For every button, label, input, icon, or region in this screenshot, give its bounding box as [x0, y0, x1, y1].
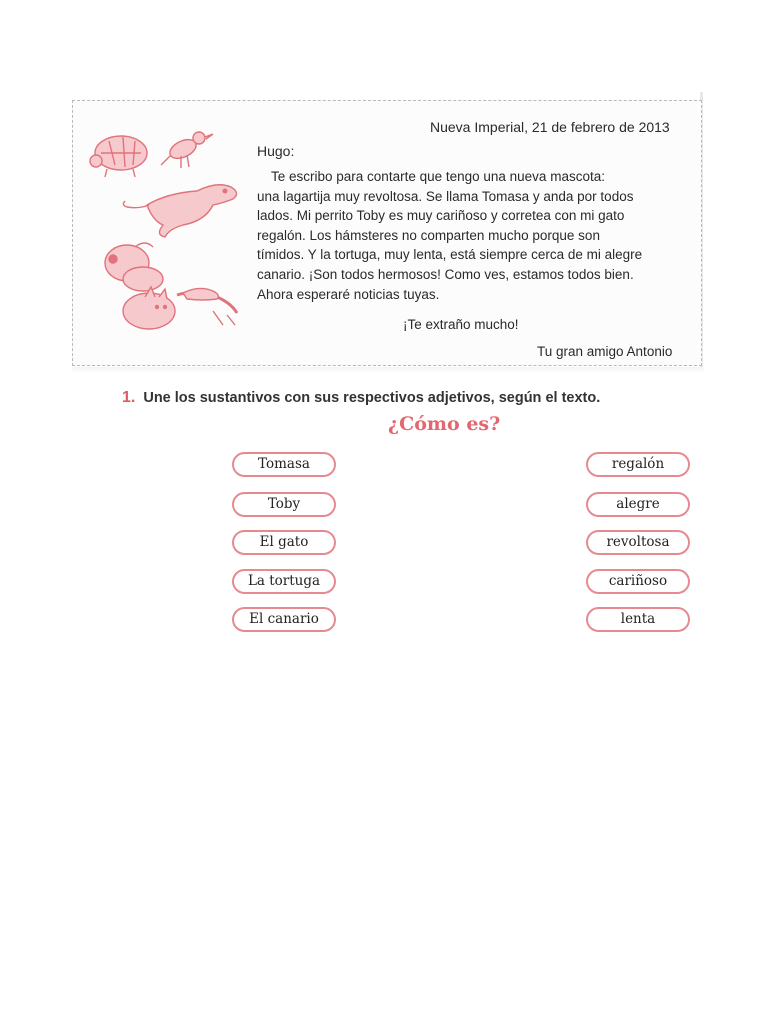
adjective-option[interactable]: alegre [586, 492, 690, 517]
hamsters-drawing [105, 243, 163, 291]
noun-option[interactable]: Toby [232, 492, 336, 517]
adjective-option[interactable]: regalón [586, 452, 690, 477]
ferret-drawing [123, 185, 236, 237]
letter-line: Te escribo para contarte que tengo una nueva mascota: [271, 169, 605, 184]
lizard-drawing [177, 288, 237, 325]
letter-body [257, 167, 642, 304]
instruction-text: Une los sustantivos con sus respectivos adjetivos, según el texto. [143, 390, 601, 406]
bird-drawing [161, 132, 213, 168]
pets-illustration [87, 125, 247, 339]
noun-option[interactable]: Tomasa [232, 452, 336, 477]
letter-line: canario. ¡Son todos hermosos! Como ves, estamos todos bien. [257, 266, 634, 282]
letter-date: Nueva Imperial, 21 de febrero de 2013 [430, 119, 670, 135]
turtle-drawing [90, 136, 147, 177]
cat-drawing [123, 287, 175, 329]
exercise-instruction [122, 389, 600, 407]
exercise-subtitle: ¿Cómo es? [388, 413, 501, 435]
adjective-option[interactable]: cariñoso [586, 569, 690, 594]
letter-line: tímidos. Y la tortuga, muy lenta, está siempre cerca de mi alegre [257, 247, 643, 263]
letter-line: una lagartija muy revoltosa. Se llama Tomasa y anda por todos [257, 188, 634, 204]
letter-closing: ¡Te extraño mucho! [403, 317, 519, 332]
letter-signature: Tu gran amigo Antonio [537, 344, 673, 359]
letter-line: lados. Mi perrito Toby es muy cariñoso y corretea con mi gato [257, 208, 625, 224]
letter-line: Ahora esperaré noticias tuyas. [257, 286, 440, 302]
adjective-option[interactable]: revoltosa [586, 530, 690, 555]
letter-line: regalón. Los hámsteres no comparten mucho porque son [257, 227, 600, 243]
adjective-option[interactable]: lenta [586, 607, 690, 632]
noun-option[interactable]: La tortuga [232, 569, 336, 594]
noun-option[interactable]: El canario [232, 607, 336, 632]
letter-card [72, 100, 702, 366]
exercise-number: 1. [122, 389, 136, 406]
scan-shadow [72, 367, 704, 373]
noun-option[interactable]: El gato [232, 530, 336, 555]
letter-greeting: Hugo: [257, 143, 295, 159]
